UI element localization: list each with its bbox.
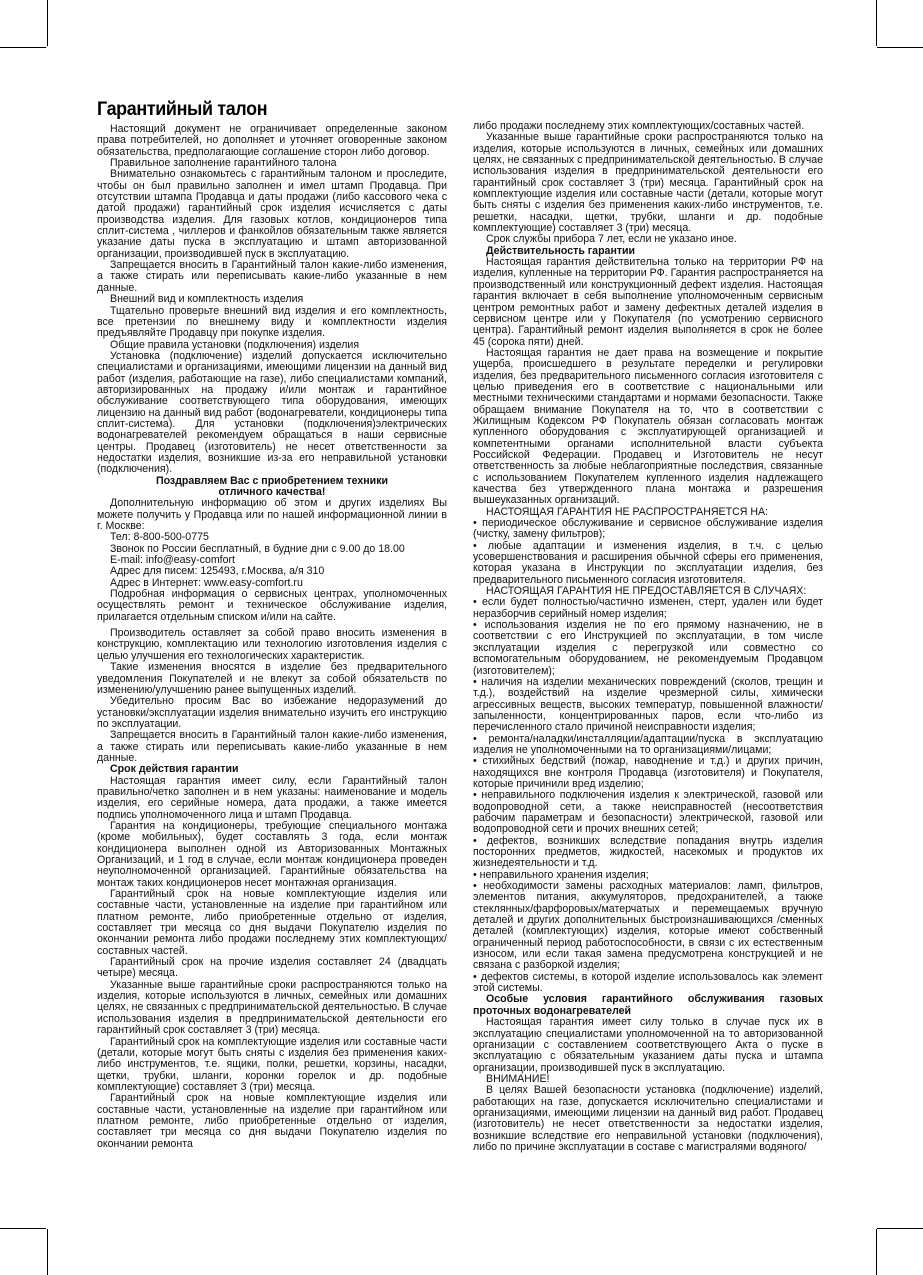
section-heading: Срок действия гарантии xyxy=(110,763,239,776)
contact-email: E-mail: info@easy-comfort xyxy=(110,554,235,567)
crop-mark xyxy=(0,1228,46,1229)
paragraph: Правильное заполнение гарантийного талона xyxy=(110,157,337,170)
paragraph: Гарантийный срок на новые комплектующие изделия или составные части, установленные на изделие при гарантийном или платном ремонте, либо приобретенные отдельно от изделия, составляет три месяца со дня выдачи Покупателю изделия по окончании ремонта либо продажи последнему этих комплектующих/составных частей. xyxy=(97,888,447,957)
section-heading: Особые условия гарантийного обслуживания газовых проточных водонагревателей xyxy=(473,993,823,1017)
paragraph: Внешний вид и комплектность изделия xyxy=(110,293,304,306)
paragraph: Запрещается вносить в Гарантийный талон какие-либо изменения, а также стирать или переписывать какие-либо указанные в нем данные. xyxy=(97,259,447,294)
paragraph: Гарантийный срок на прочие изделия составляет 24 (двадцать четыре) месяца. xyxy=(97,956,447,980)
paragraph: Запрещается вносить в Гарантийный талон какие-либо изменения, а также стирать или переписывать какие-либо указанные в нем данные. xyxy=(97,729,447,764)
crop-mark xyxy=(47,0,48,46)
paragraph: Установка (подключение) изделий допускается исключительно специалистами и организациями, имеющими лицензии на данный вид работ (изделия, работающие на газе), либо специалистами компаний, авторизированных на продажу и/или монтаж и гарантийное обслуживание соответствующего типа оборудования, имеющих лицензию на данный вид работ (водонагреватели, кондиционеры типа сплит-система). Для установки (подключения)электрических водонагревателей рекомендуем обращаться в наши сервисные центры. Продавец (изготовитель) не несет ответственности за недостатки изделия, возникшие из-за его неправильной установки (подключения). xyxy=(97,349,447,476)
paragraph: Настоящая гарантия имеет силу, если Гарантийный талон правильно/четко заполнен и в нем указаны: наименование и модель изделия, его серийные номера, дата продажи, а также имеется подпись уполномоченного лица и штамп Продавца. xyxy=(97,774,447,821)
paragraph: Гарантийный срок на новые комплектующие изделия или составные части, установленные на изделие при гарантийном или платном ремонте, либо приобретенные отдельно от изделия, составляет три месяца со дня выдачи Покупателю изделия по окончании ремонта xyxy=(97,1092,447,1150)
bullet-item: • стихийных бедствий (пожар, наводнение и т.д.) и других причин, находящихся вне контроля Продавца (изготовителя) и Покупателя, которые причинили вред изделию; xyxy=(473,755,823,790)
paragraph: Внимательно ознакомьтесь с гарантийным талоном и проследите, чтобы он был правильно заполнен и имел штамп Продавца. При отсутствии штампа Продавца и даты продажи (либо кассового чека с датой продажи) гарантийный срок изделия исчисляется с даты производства изделия. Для газовых котлов, кондиционеров типа сплит-система , чиллеров и фанкойлов обязательным также является указание даты пуска в эксплуатацию и штамп авторизованной организации, производившей пуск в эксплуатацию. xyxy=(97,168,447,260)
crop-mark xyxy=(0,47,46,48)
paragraph: Гарантийный срок на комплектующие изделия или составные части (детали, которые могут быть сняты с изделия без применения каких-либо инструментов, т.е. ящики, полки, решетки, корзины, насадки, щетки, трубки, шланги, коронки горелок и др. подобные комплектующие) составляет 3 (три) месяца. xyxy=(97,1035,447,1093)
crop-mark xyxy=(877,47,923,48)
paragraph: Убедительно просим Вас во избежание недоразумений до установки/эксплуатации изделия внимательно изучить его инструкцию по эксплуатации. xyxy=(97,695,447,730)
paragraph: Указанные выше гарантийные сроки распространяются только на изделия, которые используются в личных, семейных или домашних целях, не связанных с предпринимательской деятельностью. В случае использования изделия в предпринимательской деятельности его гарантийный срок составляет 3 (три) месяца. xyxy=(97,978,447,1037)
paragraph: Указанные выше гарантийные сроки распространяются только на изделия, которые используются в личных, семейных или домашних целях, не связанных с предпринимательской деятельностью. В случае использования изделия в предпринимательской деятельности его гарантийный срок составляет 3 (три) месяца. Гарантийный срок на комплектующие изделия или составные части (детали, которые могут быть сняты с изделия без применения каких-либо инструментов, т.е. решетки, насадки, щетки, трубки, шланги и др. подобные комплектующие) составляет 3 (три) месяца. xyxy=(473,131,823,235)
bullet-item: • периодическое обслуживание и сервисное обслуживание изделия (чистку, замену фильтров); xyxy=(473,517,823,541)
paragraph: Срок службы прибора 7 лет, если не указано иное. xyxy=(486,233,737,246)
bullet-item: • любые адаптации и изменения изделия, в т.ч. с целью усовершенствования и расширения обычной сферы его применения, которая указана в Инструкции по эксплуатации изделия, без предварительного письменного согласия изготовителя. xyxy=(473,539,823,586)
bullet-item: • ремонта/наладки/инсталляции/адаптации/пуска в эксплуатацию изделия не уполномоченными на то организациями/лицами; xyxy=(473,732,823,756)
paragraph: либо продажи последнему этих комплектующих/составных частей. xyxy=(473,120,805,132)
congrats-line: отличного качества! xyxy=(218,486,326,498)
paragraph: Настоящая гарантия не дает права на возмещение и покрытие ущерба, происшедшего в результате переделки и регулировки изделия, без предварительного письменного согласия изготовителя с целью приведения его в соответствие с национальными или местными техническими стандартами и нормами безопасности. Также обращаем внимание Покупателя на то, что в соответствии с Жилищным Кодексом РФ Покупатель обязан согласовать монтаж купленного оборудования с эксплуатирующей организацией и компетентными органами исполнительной власти субъекта Российской Федерации. Продавец и Изготовитель не несут ответственность за любые неблагоприятные последствия, связанные с использованием Покупателем купленного изделия надлежащего качества без утвержденного плана монтажа и разрешения вышеуказанных организаций. xyxy=(473,346,823,507)
paragraph: Настоящий документ не ограничивает определенные законом права потребителей, но дополняет и уточняет оговоренные законом обязательства, предполагающие соглашение сторон либо договор. xyxy=(97,123,447,158)
attention-label: ВНИМАНИЕ! xyxy=(486,1072,550,1085)
section-heading: Действительность гарантии xyxy=(486,244,636,257)
bullet-item: • дефектов, возникших вследствие попадания внутрь изделия посторонних предметов, жидкостей, насекомых и продуктов их жизнедеятельности и т.д. xyxy=(473,834,823,870)
congrats-line: Поздравляем Вас с приобретением техники xyxy=(155,474,389,487)
crop-mark xyxy=(47,1229,48,1275)
paragraph: В целях Вашей безопасности установка (подключение) изделий, работающих на газе, допускается исключительно специалистами и организациями, имеющими лицензии на данный вид работ. Продавец (изготовитель) не несет ответственности за недостатки изделия, возникшие вследствие его неправильной установки (подключения), либо по причине эксплуатации в составе с магистралями водяного/ xyxy=(473,1084,823,1153)
bullet-item: • необходимости замены расходных материалов: ламп, фильтров, элементов питания, аккумуляторов, предохранителей, а также стеклянных/фарфоровых/матерчатых и перемещаемых вручную деталей и других дополнительных быстроизнашивающихся /сменных деталей (комплектующих) изделия, которые имеют собственный ограниченный период работоспособности, в связи с их естественным износом, или если такая замена предусмотрена конструкцией и не связана с разборкой изделия; xyxy=(473,880,823,972)
paragraph: Подробная информация о сервисных центрах, уполномоченных осуществлять ремонт и техническое обслуживание изделия, прилагается отдельным списком и/или на сайте. xyxy=(97,588,447,623)
paragraph: Общие правила установки (подключения) изделия xyxy=(110,338,360,351)
paragraph: Производитель оставляет за собой право вносить изменения в конструкцию, комплектацию или технологию изготовления изделия с целью улучшения его технологических характеристик. xyxy=(97,627,447,662)
paragraph: Настоящая гарантия имеет силу только в случае пуск их в эксплуатацию специалистами уполномоченной на то авторизованной организации с составлением соответствующего Акта о пуске в эксплуатацию с обязательным указанием даты пуска и штампа организации, производившей пуск в эксплуатацию. xyxy=(473,1016,823,1074)
paragraph: НАСТОЯЩАЯ ГАРАНТИЯ НЕ РАСПРОСТРАНЯЕТСЯ НА: xyxy=(486,505,768,518)
left-column xyxy=(97,124,447,1150)
contact-website: Адрес в Интернет: www.easy-comfort.ru xyxy=(110,576,303,589)
bullet-item: • использования изделия не по его прямому назначению, не в соответствии с его Инструкцией по эксплуатации, в том числе эксплуатации изделия с перегрузкой или совместно со вспомогательным оборудованием, не рекомендуемым Продавцом (изготовителем); xyxy=(473,619,823,677)
bullet-item: • наличия на изделии механических повреждений (сколов, трещин и т.д.), воздействий на изделие чрезмерной силы, химически агрессивных веществ, высоких температур, повышенной влажности/запыленности, концентрированных паров, если что-либо из перечисленного стало причиной неисправности изделия; xyxy=(473,675,823,734)
paragraph: Тщательно проверьте внешний вид изделия и его комплектность, все претензии по внешнему виду и комплектности изделия предъявляйте Продавцу при покупке изделия. xyxy=(97,304,447,340)
bullet-item: • дефектов системы, в которой изделие использовалось как элемент этой системы. xyxy=(473,970,823,995)
paragraph: Гарантия на кондиционеры, требующие специального монтажа (кроме мобильных), будет составлять 3 года, если монтаж кондиционера выполнен одной из Авторизованных Монтажных Организаций, и 1 год в случае, если монтаж кондиционера проведен неуполномоченной организацией. Гарантийные обязательства на монтаж таких кондиционеров несет монтажная организация. xyxy=(97,819,447,889)
crop-mark xyxy=(877,1228,923,1229)
bullet-item: • неправильного подключения изделия к электрической, газовой или водопроводной сети, а также неисправностей (несоответствия рабочим параметрам и безопасности) электрической, газовой или водопроводной сети и прочих внешних сетей; xyxy=(473,789,823,836)
bullet-item: • если будет полностью/частично изменен, стерт, удален или будет неразборчив серийный номер изделия; xyxy=(473,596,823,620)
paragraph: НАСТОЯЩАЯ ГАРАНТИЯ НЕ ПРЕДОСТАВЛЯЕТСЯ В СЛУЧАЯХ: xyxy=(486,585,807,598)
contact-address: Адрес для писем: 125493, г.Москва, а/я 310 xyxy=(110,565,325,578)
page-title: Гарантийный талон xyxy=(97,98,268,120)
bullet-item: • неправильного хранения изделия; xyxy=(473,868,649,881)
crop-mark xyxy=(876,0,877,46)
contact-phone: Тел: 8-800-500-0775 xyxy=(110,531,209,544)
right-column xyxy=(473,121,823,1153)
paragraph: Дополнительную информацию об этом и других изделиях Вы можете получить у Продавца или по нашей информационной линии в г. Москве: xyxy=(97,497,447,533)
contact-note: Звонок по России бесплатный, в будние дни с 9.00 до 18.00 xyxy=(110,542,405,555)
paragraph: Настоящая гарантия действительна только на территории РФ на изделия, купленные на территории РФ. Гарантия распространяется на производственный или конструкционный дефект изделия. Настоящая гарантия включает в себя выполнение уполномоченным сервисным центром ремонтных работ и замену дефектных деталей изделия в сервисном центре или у Покупателя (по усмотрению сервисного центра). Гарантийный ремонт изделия выполняется в срок не более 45 (сорока пяти) дней. xyxy=(473,256,823,348)
crop-mark xyxy=(876,1229,877,1275)
paragraph: Такие изменения вносятся в изделие без предварительного уведомления Покупателей и не влекут за собой обязательств по изменению/улучшению ранее выпущенных изделий. xyxy=(97,661,447,696)
